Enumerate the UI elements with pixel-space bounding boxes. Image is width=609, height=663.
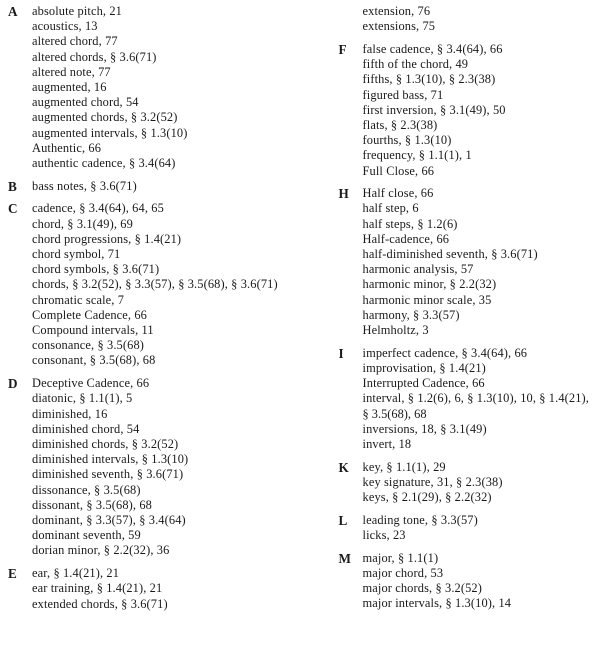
index-group-letter: E [8, 566, 17, 582]
index-letter-group-h [337, 186, 609, 338]
index-entry: chords, § 3.2(52), § 3.3(57), § 3.5(68), § 3.6(71) [32, 277, 278, 292]
index-entry-list [363, 551, 609, 612]
index-entry: Interrupted Cadence, 66 [362, 376, 485, 391]
index-entry: keys, § 2.1(29), § 2.2(32) [362, 490, 492, 505]
index-entry: altered chords, § 3.6(71) [32, 49, 157, 64]
index-entry: augmented intervals, § 1.3(10) [32, 125, 188, 140]
index-entry: imperfect cadence, § 3.4(64), 66 [362, 345, 528, 360]
index-entry: invert, 18 [362, 436, 412, 451]
index-entry: interval, § 1.2(6), 6, § 1.3(10), 10, § 1.4(21), [362, 391, 590, 406]
index-entry: consonant, § 3.5(68), 68 [32, 353, 156, 368]
index-entry: harmony, § 3.3(57) [362, 307, 460, 322]
index-entry: harmonic minor scale, 35 [362, 292, 492, 307]
index-entry: fifths, § 1.3(10), § 2.3(38) [362, 72, 496, 87]
index-entry: dissonant, § 3.5(68), 68 [32, 497, 152, 512]
index-letter-group-b [6, 179, 305, 194]
index-entry: licks, 23 [362, 528, 406, 542]
index-entry: altered chord, 77 [32, 34, 118, 49]
index-group-letter: K [338, 459, 349, 475]
index-entry-list [32, 566, 305, 612]
index-group-letter: C [8, 201, 18, 217]
index-entry: Full Close, 66 [362, 163, 435, 178]
index-entry: dissonance, § 3.5(68) [32, 482, 141, 497]
index-entry: figured bass, 71 [362, 87, 444, 102]
index-entry: Half close, 66 [362, 186, 434, 201]
index-entry: diatonic, § 1.1(1), 5 [32, 391, 133, 406]
index-entry: Half-cadence, 66 [362, 231, 450, 246]
index-group-row [6, 566, 305, 612]
index-entry: improvisation, § 1.4(21) [362, 360, 486, 375]
index-entry: chord progressions, § 1.4(21) [32, 231, 182, 246]
index-group-letter: D [8, 376, 18, 392]
index-entry-continuation: § 3.5(68), 68 [362, 406, 427, 421]
index-group-row [337, 551, 609, 612]
index-group-letter: A [8, 4, 18, 19]
index-entry: fourths, § 1.3(10) [362, 133, 452, 148]
index-entry: key, § 1.1(1), 29 [362, 459, 446, 474]
index-entry: ear, § 1.4(21), 21 [32, 566, 120, 581]
index-group-row [337, 346, 609, 452]
index-group-letter: F [338, 41, 347, 57]
index-entry: frequency, § 1.1(1), 1 [362, 148, 472, 163]
index-entry: acoustics, 13 [32, 19, 98, 34]
index-letter-group-a [6, 4, 305, 171]
index-entry: half-diminished seventh, § 3.6(71) [362, 247, 538, 262]
index-entry: cadence, § 3.4(64), 64, 65 [32, 201, 164, 216]
index-group-row [337, 513, 609, 543]
index-entry: major, § 1.1(1) [362, 550, 439, 565]
index-entry: extension, 76 [362, 4, 431, 18]
index-entry: augmented, 16 [32, 80, 107, 95]
index-letter-group-i [337, 346, 609, 452]
index-group-letter: M [338, 550, 351, 566]
index-entry: chord symbols, § 3.6(71) [32, 262, 160, 277]
index-group-row [6, 179, 305, 194]
index-group-row [6, 376, 305, 558]
index-entry: leading tone, § 3.3(57) [362, 512, 478, 527]
index-entry: key signature, 31, § 2.3(38) [362, 474, 503, 489]
index-entry: augmented chords, § 3.2(52) [32, 110, 178, 125]
index-group-row [337, 42, 609, 179]
index-entry: major intervals, § 1.3(10), 14 [362, 596, 512, 611]
index-letter-group-c [6, 201, 305, 368]
index-group-letter: B [8, 178, 17, 194]
index-group-row [337, 460, 609, 506]
index-entry: extended chords, § 3.6(71) [32, 596, 168, 611]
index-entry-list [363, 186, 609, 338]
index-entry: harmonic minor, § 2.2(32) [362, 277, 497, 292]
index-letter-group-d [6, 376, 305, 558]
index-entry: Compound intervals, 11 [32, 323, 154, 338]
index-entry-list [363, 42, 609, 179]
index-entry: major chords, § 3.2(52) [362, 581, 483, 596]
index-entry: Authentic, 66 [32, 140, 102, 155]
index-entry-list [32, 376, 305, 558]
index-group-letter: H [338, 186, 349, 202]
index-entry: diminished intervals, § 1.3(10) [32, 452, 189, 467]
index-entry-list [363, 513, 609, 543]
index-entry: half step, 6 [362, 201, 419, 216]
index-group-row [337, 186, 609, 338]
index-entry: Helmholtz, 3 [362, 323, 429, 338]
index-entry-list [32, 4, 305, 171]
index-entry: dominant, § 3.3(57), § 3.4(64) [32, 513, 186, 527]
index-entry-list [363, 4, 609, 34]
index-entry: dominant seventh, 59 [32, 528, 141, 543]
index-letter-group-e [6, 566, 305, 612]
index-entry: chord, § 3.1(49), 69 [32, 216, 133, 231]
index-entry: authentic cadence, § 3.4(64) [32, 156, 176, 171]
index-entry: absolute pitch, 21 [32, 4, 122, 18]
index-entry: chromatic scale, 7 [32, 292, 125, 307]
index-entry: fifth of the chord, 49 [362, 57, 469, 72]
index-entry: ear training, § 1.4(21), 21 [32, 581, 163, 596]
index-entry: diminished chord, 54 [32, 421, 140, 436]
index-letter-group-l [337, 513, 609, 543]
index-entry: diminished, 16 [32, 406, 108, 421]
index-entry: diminished seventh, § 3.6(71) [32, 467, 184, 482]
index-entry: Complete Cadence, 66 [32, 307, 147, 322]
index-group-letter: I [338, 345, 344, 361]
index-entry-list [32, 201, 305, 368]
index-letter-group-f [337, 42, 609, 179]
index-letter-group-m [337, 551, 609, 612]
index-entry: harmonic analysis, 57 [362, 262, 474, 277]
index-entry: major chord, 53 [362, 565, 444, 580]
index-entry: consonance, § 3.5(68) [32, 338, 145, 353]
index-group-continuation [337, 4, 609, 34]
index-entry: false cadence, § 3.4(64), 66 [362, 41, 503, 56]
index-entry: dorian minor, § 2.2(32), 36 [32, 543, 170, 558]
index-entry: chord symbol, 71 [32, 247, 121, 262]
index-group-letter: L [338, 512, 348, 528]
index-entry: first inversion, § 3.1(49), 50 [362, 102, 506, 117]
index-group-row [6, 4, 305, 171]
index-letter-group-k [337, 460, 609, 506]
index-entry: diminished chords, § 3.2(52) [32, 436, 179, 451]
index-entry: augmented chord, 54 [32, 95, 139, 110]
index-entry: extensions, 75 [362, 19, 436, 34]
index-entry: altered note, 77 [32, 64, 111, 79]
index-entry: Deceptive Cadence, 66 [32, 376, 150, 391]
index-entry: half steps, § 1.2(6) [362, 216, 458, 231]
index-entry: bass notes, § 3.6(71) [32, 178, 137, 193]
index-group-row [6, 201, 305, 368]
index-column-right [305, 0, 609, 663]
index-entry-list [363, 346, 609, 452]
index-entry: inversions, 18, § 3.1(49) [362, 421, 487, 436]
index-entry: flats, § 2.3(38) [362, 117, 438, 132]
index-entry-list [363, 460, 609, 506]
index-entry-list [32, 179, 305, 194]
